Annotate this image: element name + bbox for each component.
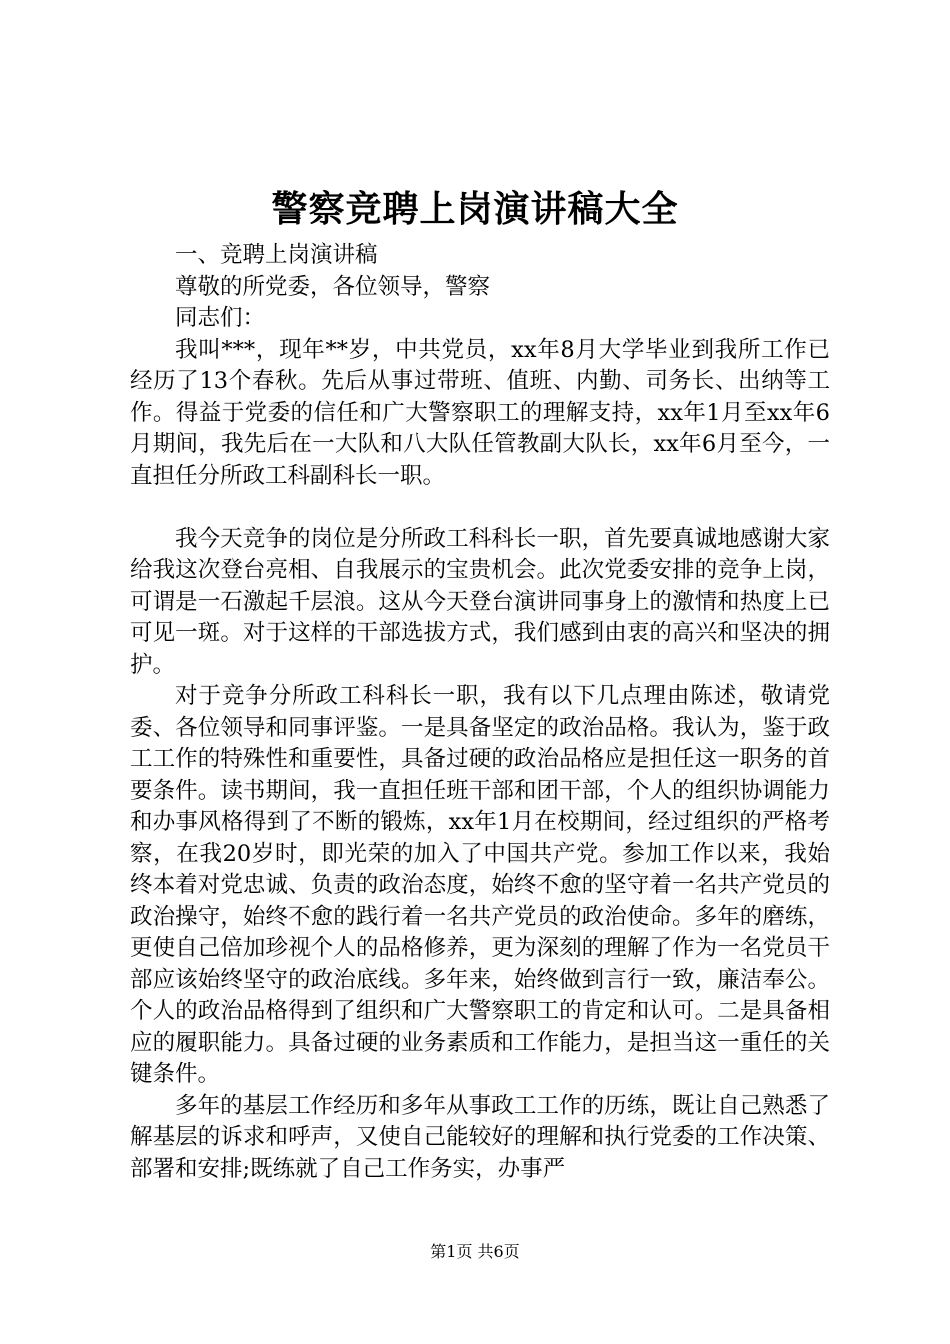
document-body [130,240,830,1185]
page-footer: 第1页 共6页 [430,1242,520,1261]
body-paragraph: 对于竞争分所政工科科长一职，我有以下几点理由陈述，敬请党委、各位领导和同事评鉴。一是具备坚定的政治品格。我认为，鉴于政工工作的特殊性和重要性，具备过硬的政治品格应是担任这一职务的首要条件。读书期间，我一直担任班干部和团干部，个人的组织协调能力和办事风格得到了不断的锻炼，xx年1月在校期间，经过组织的严格考察，在我20岁时，即光荣的加入了中国共产党。参加工作以来，我始终本着对党忠诚、负责的政治态度，始终不愈的坚守着一名共产党员的政治操守，始终不愈的践行着一名共产党员的政治使命。多年的磨练，更使自己倍加珍视个人的品格修养，更为深刻的理解了作为一名党员干部应该始终坚守的政治底线。多年来，始终做到言行一致，廉洁奉公。个人的政治品格得到了组织和广大警察职工的肯定和认可。二是具备相应的履职能力。具备过硬的业务素质和工作能力，是担当这一重任的关键条件。 [130,683,830,1087]
section-heading: 一、竞聘上岗演讲稿 [175,242,378,268]
body-paragraph: 我叫***，现年**岁，中共党员，xx年8月大学毕业到我所工作已经历了13个春秋。先后从事过带班、值班、内勤、司务长、出纳等工作。得益于党委的信任和广大警察职工的理解支持，xx年1月至xx年6月期间，我先后在一大队和八大队任管教副大队长，xx年6月至今，一直担任分所政工科副科长一职。 [130,336,830,489]
blank-line [130,492,830,524]
salutation-line: 尊敬的所党委，各位领导，警察 [175,273,491,300]
body-paragraph: 多年的基层工作经历和多年从事政工工作的历练，既让自己熟悉了解基层的诉求和呼声，又使自己能较好的理解和执行党委的工作决策、部署和安排;既练就了自己工作务实，办事严 [130,1092,830,1182]
body-paragraph: 我今天竞争的岗位是分所政工科科长一职，首先要真诚地感谢大家给我这次登台亮相、自我展示的宝贵机会。此次党委安排的竞争上岗，可谓是一石激起千层浪。这从今天登台演讲同事身上的激情和热度上已可见一斑。对于这样的干部选拔方式，我们感到由衷的高兴和坚决的拥护。 [130,525,830,678]
salutation-line: 同志们： [175,305,266,331]
document-title: 警察竞聘上岗演讲稿大全 [271,188,679,230]
